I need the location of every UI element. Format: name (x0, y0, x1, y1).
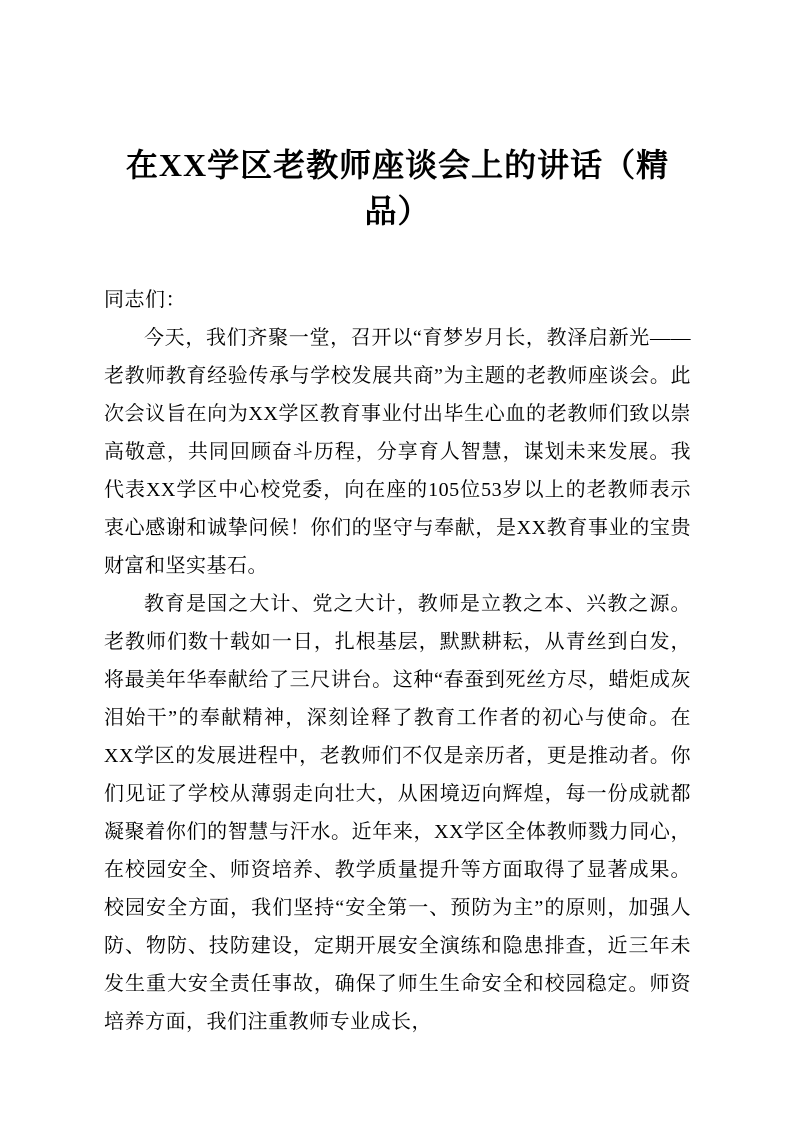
document-body (104, 281, 691, 1041)
paragraph-opening: 今天，我们齐聚一堂，召开以“育梦岁月长，教泽启新光——老教师教育经验传承与学校发展共商”为主题的老教师座谈会。此次会议旨在向为XX学区教育事业付出毕生心血的老教师们致以崇高敬意，共同回顾奋斗历程，分享育人智慧，谋划未来发展。我代表XX学区中心校党委，向在座的105位53岁以上的老教师表示衷心感谢和诚挚问候！你们的坚守与奉献，是XX教育事业的宝贵财富和坚实基石。 (104, 326, 691, 577)
document-title: 在XX学区老教师座谈会上的讲话（精品） (125, 147, 670, 230)
paragraph-salutation: 同志们： (104, 288, 186, 311)
paragraph-tribute: 教育是国之大计、党之大计，教师是立教之本、兴教之源。老教师们数十载如一日，扎根基层，默默耕耘，从青丝到白发，将最美年华奉献给了三尺讲台。这种“春蚕到死丝方尽，蜡炬成灰泪始干”的奉献精神，深刻诠释了教育工作者的初心与使命。在XX学区的发展进程中，老教师们不仅是亲历者，更是推动者。你们见证了学校从薄弱走向壮大，从困境迈向辉煌，每一份成就都凝聚着你们的智慧与汗水。近年来，XX学区全体教师戮力同心，在校园安全、师资培养、教学质量提升等方面取得了显著成果。校园安全方面，我们坚持“安全第一、预防为主”的原则，加强人防、物防、技防建设，定期开展安全演练和隐患排查，近三年未发生重大安全责任事故，确保了师生生命安全和校园稳定。师资培养方面，我们注重教师专业成长， (104, 592, 691, 1033)
